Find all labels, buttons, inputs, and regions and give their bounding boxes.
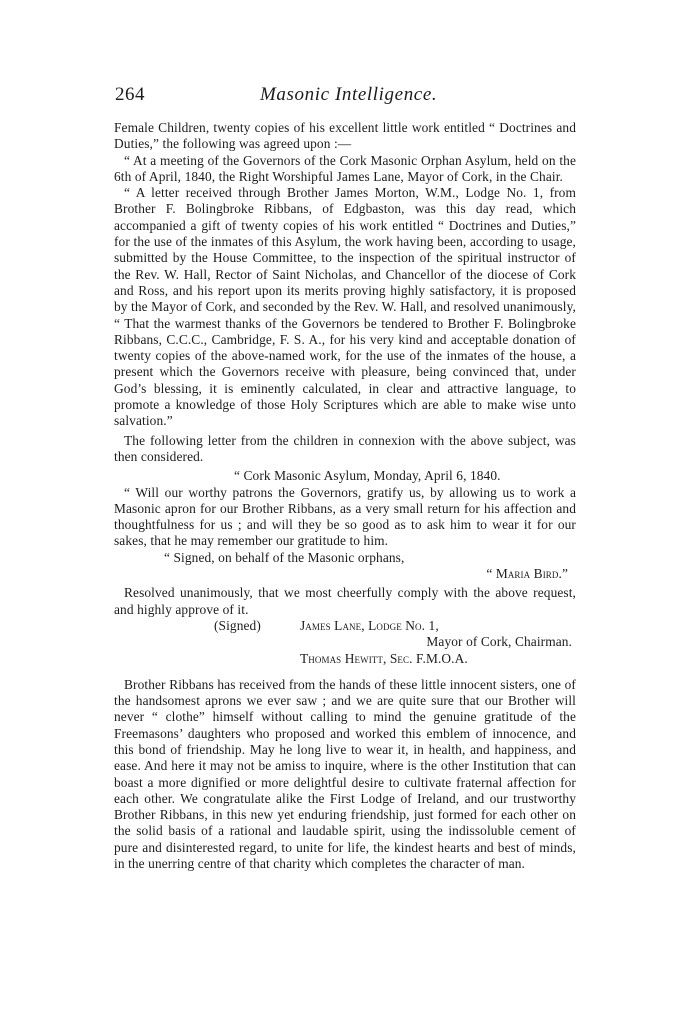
signer-name: “ Maria Bird.” xyxy=(486,566,568,582)
body-text xyxy=(114,120,576,872)
signatory-lane-title: Mayor of Cork, Chairman. xyxy=(426,634,572,650)
paragraph-following-letter: The following letter from the children in connexion with the above subject, was then considered. xyxy=(114,432,576,464)
paragraph-opening: Female Children, twenty copies of his excellent little work entitled “ Doctrines and Duties,” the following was agreed upon :— xyxy=(114,120,576,152)
signature-line-1 xyxy=(114,618,576,634)
signatory-lane: James Lane, Lodge No. 1, xyxy=(300,617,439,633)
page-header xyxy=(115,84,575,108)
paragraph-meeting: “ At a meeting of the Governors of the Cork Masonic Orphan Asylum, held on the 6th of April, 1840, the Right Worshipful James Lane, Mayor of Cork, in the Chair. xyxy=(114,152,576,184)
paragraph-letter-received: “ A letter received through Brother James Morton, W.M., Lodge No. 1, from Brother F. Bolingbroke Ribbans, of Edgbaston, was this day read, which accompanied a gift of twenty copies of his work entitled “ Doctrines and Duties,” for the use of the inmates of this Asylum, the work having been, according to usage, submitted by the House Committee, to the inspection of the spiritual instructor of the Rev. W. Hall, Rector of Saint Nicholas, and Chancellor of the diocese of Cork and Ross, and his report upon its merits proving highly satisfactory, it is proposed by the Mayor of Cork, and seconded by the Rev. W. Hall, and resolved unanimously, “ That the warmest thanks of the Governors be tendered to Brother F. Bolingbroke Ribbans, C.C.C., Cambridge, F. S. A., for his very kind and acceptable donation of twenty copies of the above-named work, for the use of the inmates of the house, a present which the Governors receive with pleasure, being convinced that, under God’s blessing, it is eminently calculated, in clear and attractive language, to promote a knowledge of those Holy Scriptures which are able to make wise unto salvation.” xyxy=(114,185,576,429)
paragraph-resolved: Resolved unanimously, that we most cheerfully comply with the above request, and highly approve of it. xyxy=(114,585,576,617)
running-title: Masonic Intelligence. xyxy=(260,84,438,105)
signed-label: (Signed) xyxy=(214,617,261,633)
page-number: 264 xyxy=(115,84,145,105)
signatory-hewitt: Thomas Hewitt, Sec. F.M.O.A. xyxy=(300,650,468,666)
signed-line: “ Signed, on behalf of the Masonic orphans, xyxy=(164,549,405,565)
letter-dateline: “ Cork Masonic Asylum, Monday, April 6, 1840. xyxy=(234,468,501,484)
signature-line-3 xyxy=(114,651,576,667)
paragraph-closing: Brother Ribbans has received from the hands of these little innocent sisters, one of the handsomest aprons we ever saw ; and we are quite sure that our Brother will never “ clothe” himself without calling to mind the genuine gratitude of the Freemasons’ daughters who proposed and worked this emblem of innocence, and this bond of friendship. May he long live to wear it, in health, and happiness, and ease. And here it may not be amiss to inquire, where is the other Institution that can boast a more dignified or more delightful desire to cultivate fraternal affection for each other. We congratulate alike the First Lodge of Ireland, and our trustworthy Brother Ribbans, in this new yet enduring friendship, just formed for each other on the solid basis of a rational and laudable spirit, using the indissoluble cement of pure and disinterested regard, to unite for life, the kindest hearts and best of minds, in the unerring centre of that charity which completes the character of man. xyxy=(114,676,576,872)
paragraph-children-letter: “ Will our worthy patrons the Governors, gratify us, by allowing us to work a Masonic apron for our Brother Ribbans, as a very small return for his affection and thoughtfulness for us ; and will they be so good as to ask him to wear it for our sakes, that he may remember our gratitude to him. xyxy=(114,484,576,549)
signature-line-2 xyxy=(114,634,576,650)
